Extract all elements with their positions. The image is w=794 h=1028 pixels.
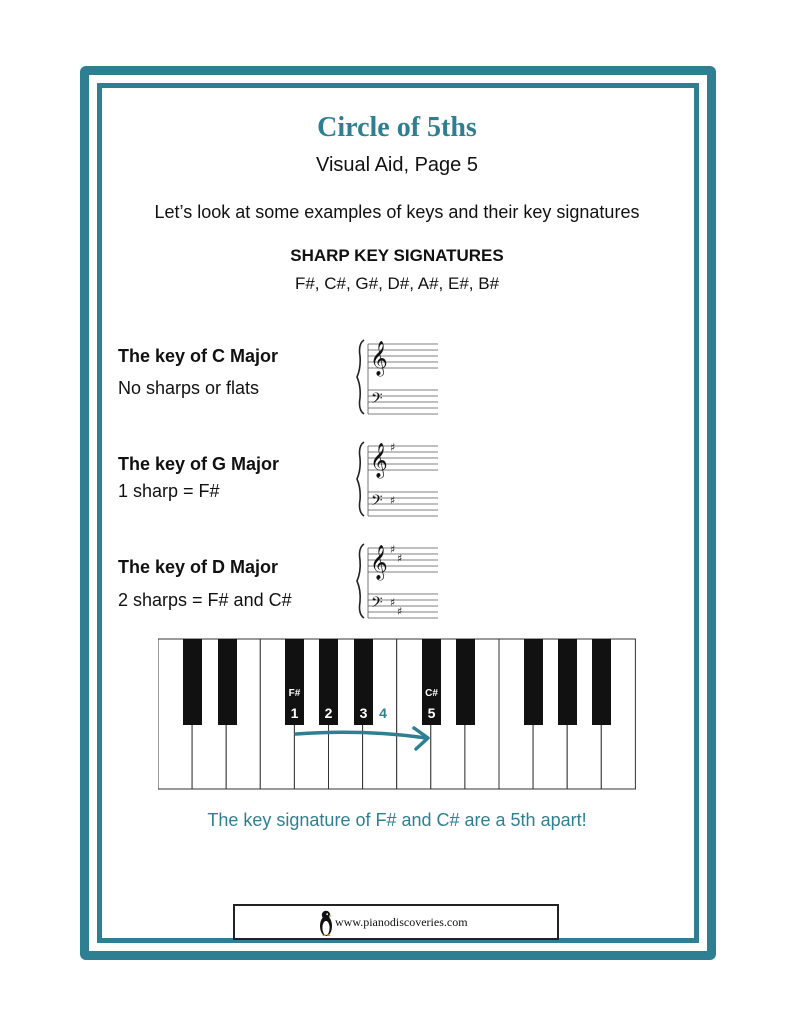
intro-text: Let’s look at some examples of keys and their key signatures <box>154 202 640 222</box>
svg-text:♯: ♯ <box>390 596 396 609</box>
key-g-title: The key of G Major <box>118 454 280 474</box>
caption-text: The key signature of F# and C# are a 5th apart! <box>207 810 587 830</box>
piano-keyboard <box>158 638 636 795</box>
count-label-2: 2 <box>324 705 333 721</box>
black-key <box>524 639 543 725</box>
black-key <box>592 639 611 725</box>
page-subtitle: Visual Aid, Page 5 <box>316 154 478 176</box>
csharp-label: C# <box>425 688 438 699</box>
page-title: Circle of 5ths <box>317 112 477 143</box>
sharp-order-list: F#, C#, G#, D#, A#, E#, B# <box>294 274 500 293</box>
footer-website: www.pianodiscoveries.com <box>335 915 468 929</box>
svg-text:♯: ♯ <box>390 441 396 454</box>
penguin-icon <box>319 909 333 942</box>
count-label-1: 1 <box>290 705 299 721</box>
black-key <box>183 639 202 725</box>
svg-text:𝄞: 𝄞 <box>370 341 388 376</box>
svg-text:♯: ♯ <box>397 552 403 565</box>
key-d-title: The key of D Major <box>118 557 279 577</box>
key-d-description: 2 sharps = F# and C# <box>118 590 292 610</box>
grand-staff-g-major <box>356 436 440 522</box>
svg-text:𝄞: 𝄞 <box>370 443 388 478</box>
svg-text:𝄢: 𝄢 <box>371 594 383 615</box>
svg-text:𝄢: 𝄢 <box>371 390 383 411</box>
section-heading: SHARP KEY SIGNATURES <box>290 246 504 265</box>
key-c-title: The key of C Major <box>118 346 279 366</box>
black-key <box>456 639 475 725</box>
svg-text:𝄞: 𝄞 <box>370 545 388 580</box>
fsharp-label: F# <box>288 688 301 699</box>
svg-text:♯: ♯ <box>390 494 396 507</box>
black-key <box>558 639 577 725</box>
black-key <box>218 639 237 725</box>
key-c-description: No sharps or flats <box>118 378 260 398</box>
count-label-5: 5 <box>427 705 436 721</box>
count-label-4: 4 <box>379 705 387 721</box>
count-label-3: 3 <box>359 705 368 721</box>
svg-text:♯: ♯ <box>390 543 396 556</box>
grand-staff-c-major <box>356 334 440 420</box>
footer-box <box>233 904 559 940</box>
svg-text:♯: ♯ <box>397 605 403 618</box>
grand-staff-d-major <box>356 538 440 624</box>
key-g-description: 1 sharp = F# <box>118 481 220 501</box>
svg-text:𝄢: 𝄢 <box>371 492 383 513</box>
